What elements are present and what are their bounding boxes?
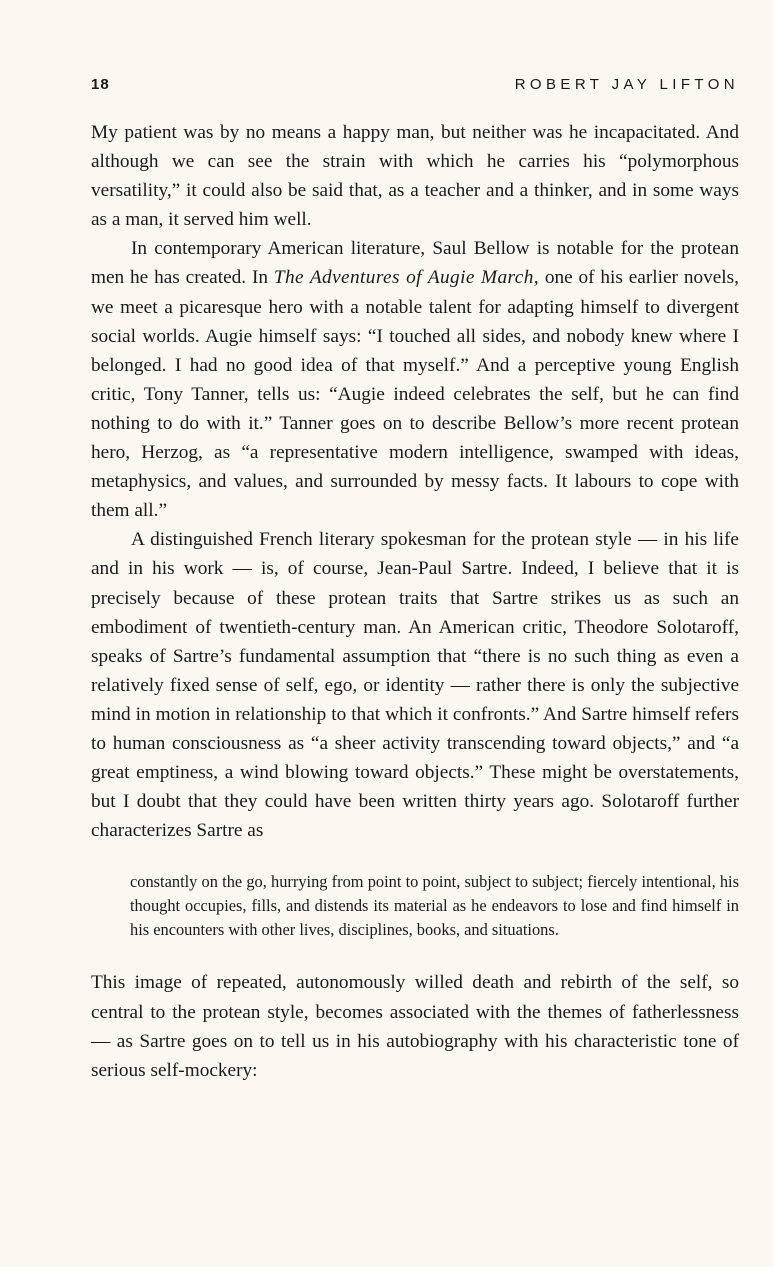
paragraph-bellow-rest: one of his earlier novels, we meet a picaresque hero with a notable talent for adapting himself to divergent social worlds. Augie himself says: “I touched all sides, and nobody knew where I belonged. I had no good idea of that myself.” And a perceptive young English critic, Tony Tanner, tells us: “Augie indeed celebrates the self, but he can find nothing to do with it.” Tanner goes on to describe Bellow’s more recent protean hero, Herzog, as “a representative modern intelligence, swamped with ideas, metaphysics, and values, and surrounded by messy facts. It labours to cope with them all.” [91, 267, 739, 522]
body-text [91, 118, 739, 1085]
running-head [91, 76, 739, 96]
block-quote-solotaroff: constantly on the go, hurrying from point to point, subject to subject; fiercely intentional, his thought occupies, fills, and distends its material as he endeavors to lose and find himself in his encounters with other lives, disciplines, books, and situations. [130, 872, 739, 939]
paragraph-rebirth: This image of repeated, autonomously willed death and rebirth of the self, so central to the protean style, becomes associated with the themes of fatherlessness — as Sartre goes on to tell us in his autobiography with his characteristic tone of serious self-mockery: [91, 972, 739, 1081]
paragraph-bellow-intro: In contemporary American literature, Saul Bellow is notable for the protean men he has created. In [91, 238, 739, 289]
running-head-author: ROBERT JAY LIFTON [514, 76, 739, 93]
paragraph-sartre: A distinguished French literary spokesman for the protean style — in his life and in his work — is, of course, Jean-Paul Sartre. Indeed, I believe that it is precisely because of these protean traits that Sartre strikes us as such an embodiment of twentieth-century man. An American critic, Theodore Solotaroff, speaks of Sartre’s fundamental assumption that “there is no such thing as even a relatively fixed sense of self, ego, or identity — rather there is only the subjective mind in motion in relationship to that which it confronts.” And Sartre himself refers to human consciousness as “a sheer activity transcending toward objects,” and “a great emptiness, a wind blowing toward objects.” These might be overstatements, but I doubt that they could have been written thirty years ago. Solotaroff further characterizes Sartre as [91, 529, 739, 842]
book-title-augie-march: The Adventures of Augie March, [273, 267, 539, 289]
page-number: 18 [91, 76, 110, 93]
paragraph-bellow [91, 234, 739, 525]
paragraph-patient: My patient was by no means a happy man, but neither was he incapacitated. And although we can see the strain with which he carries his “polymorphous versatility,” it could also be said that, as a teacher and a thinker, and in some ways as a man, it served him well. [91, 122, 739, 231]
